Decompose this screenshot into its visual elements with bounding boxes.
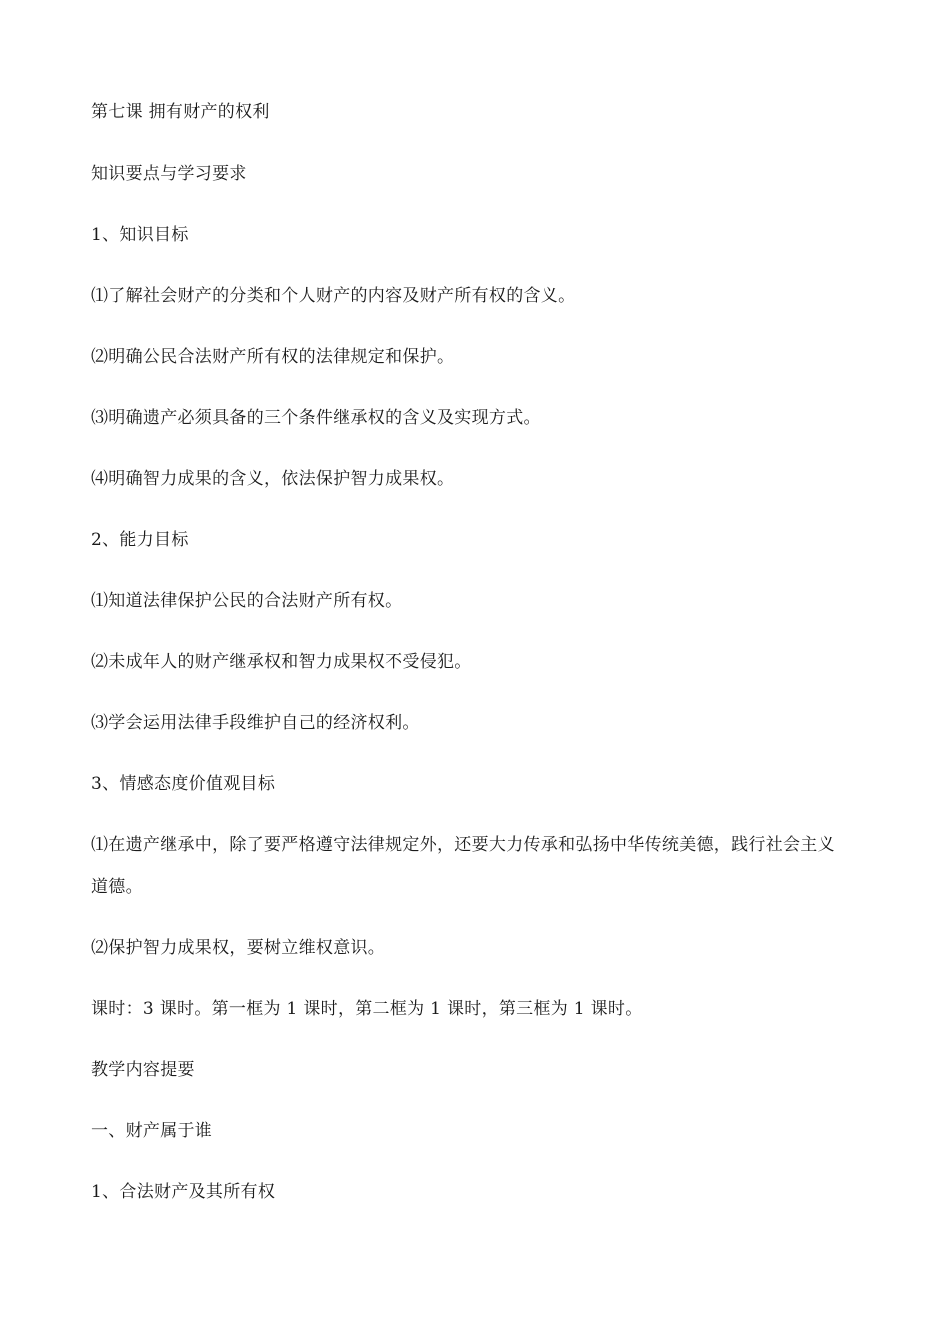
attitude-goal-heading: 3、情感态度价值观目标 xyxy=(91,774,276,794)
ability-goal-heading: 2、能力目标 xyxy=(91,530,189,550)
ability-goal-item: ⑵未成年人的财产继承权和智力成果权不受侵犯。 xyxy=(91,652,472,672)
knowledge-goal-heading: 1、知识目标 xyxy=(91,225,189,245)
knowledge-goal-item: ⑶明确遗产必须具备的三个条件继承权的含义及实现方式。 xyxy=(91,408,541,428)
content-heading: 教学内容提要 xyxy=(91,1060,195,1080)
knowledge-goal-item: ⑷明确智力成果的含义，依法保护智力成果权。 xyxy=(91,469,455,489)
knowledge-goal-item: ⑵明确公民合法财产所有权的法律规定和保护。 xyxy=(91,347,455,367)
ability-goal-item: ⑴知道法律保护公民的合法财产所有权。 xyxy=(91,591,403,611)
part-one-subheading: 1、合法财产及其所有权 xyxy=(91,1182,276,1202)
class-hours: 课时：3 课时。第一框为 1 课时，第二框为 1 课时，第三框为 1 课时。 xyxy=(91,999,643,1019)
attitude-goal-item: ⑴在遗产继承中，除了要严格遵守法律规定外，还要大力传承和弘扬中华传统美德，践行社会主义道德。 xyxy=(91,835,835,897)
lesson-title: 第七课 拥有财产的权利 xyxy=(91,102,270,122)
section-heading: 知识要点与学习要求 xyxy=(91,164,247,184)
attitude-goal-item: ⑵保护智力成果权，要树立维权意识。 xyxy=(91,938,386,958)
knowledge-goal-item: ⑴了解社会财产的分类和个人财产的内容及财产所有权的含义。 xyxy=(91,286,576,306)
part-one-heading: 一、财产属于谁 xyxy=(91,1121,213,1141)
ability-goal-item: ⑶学会运用法律手段维护自己的经济权利。 xyxy=(91,713,420,733)
